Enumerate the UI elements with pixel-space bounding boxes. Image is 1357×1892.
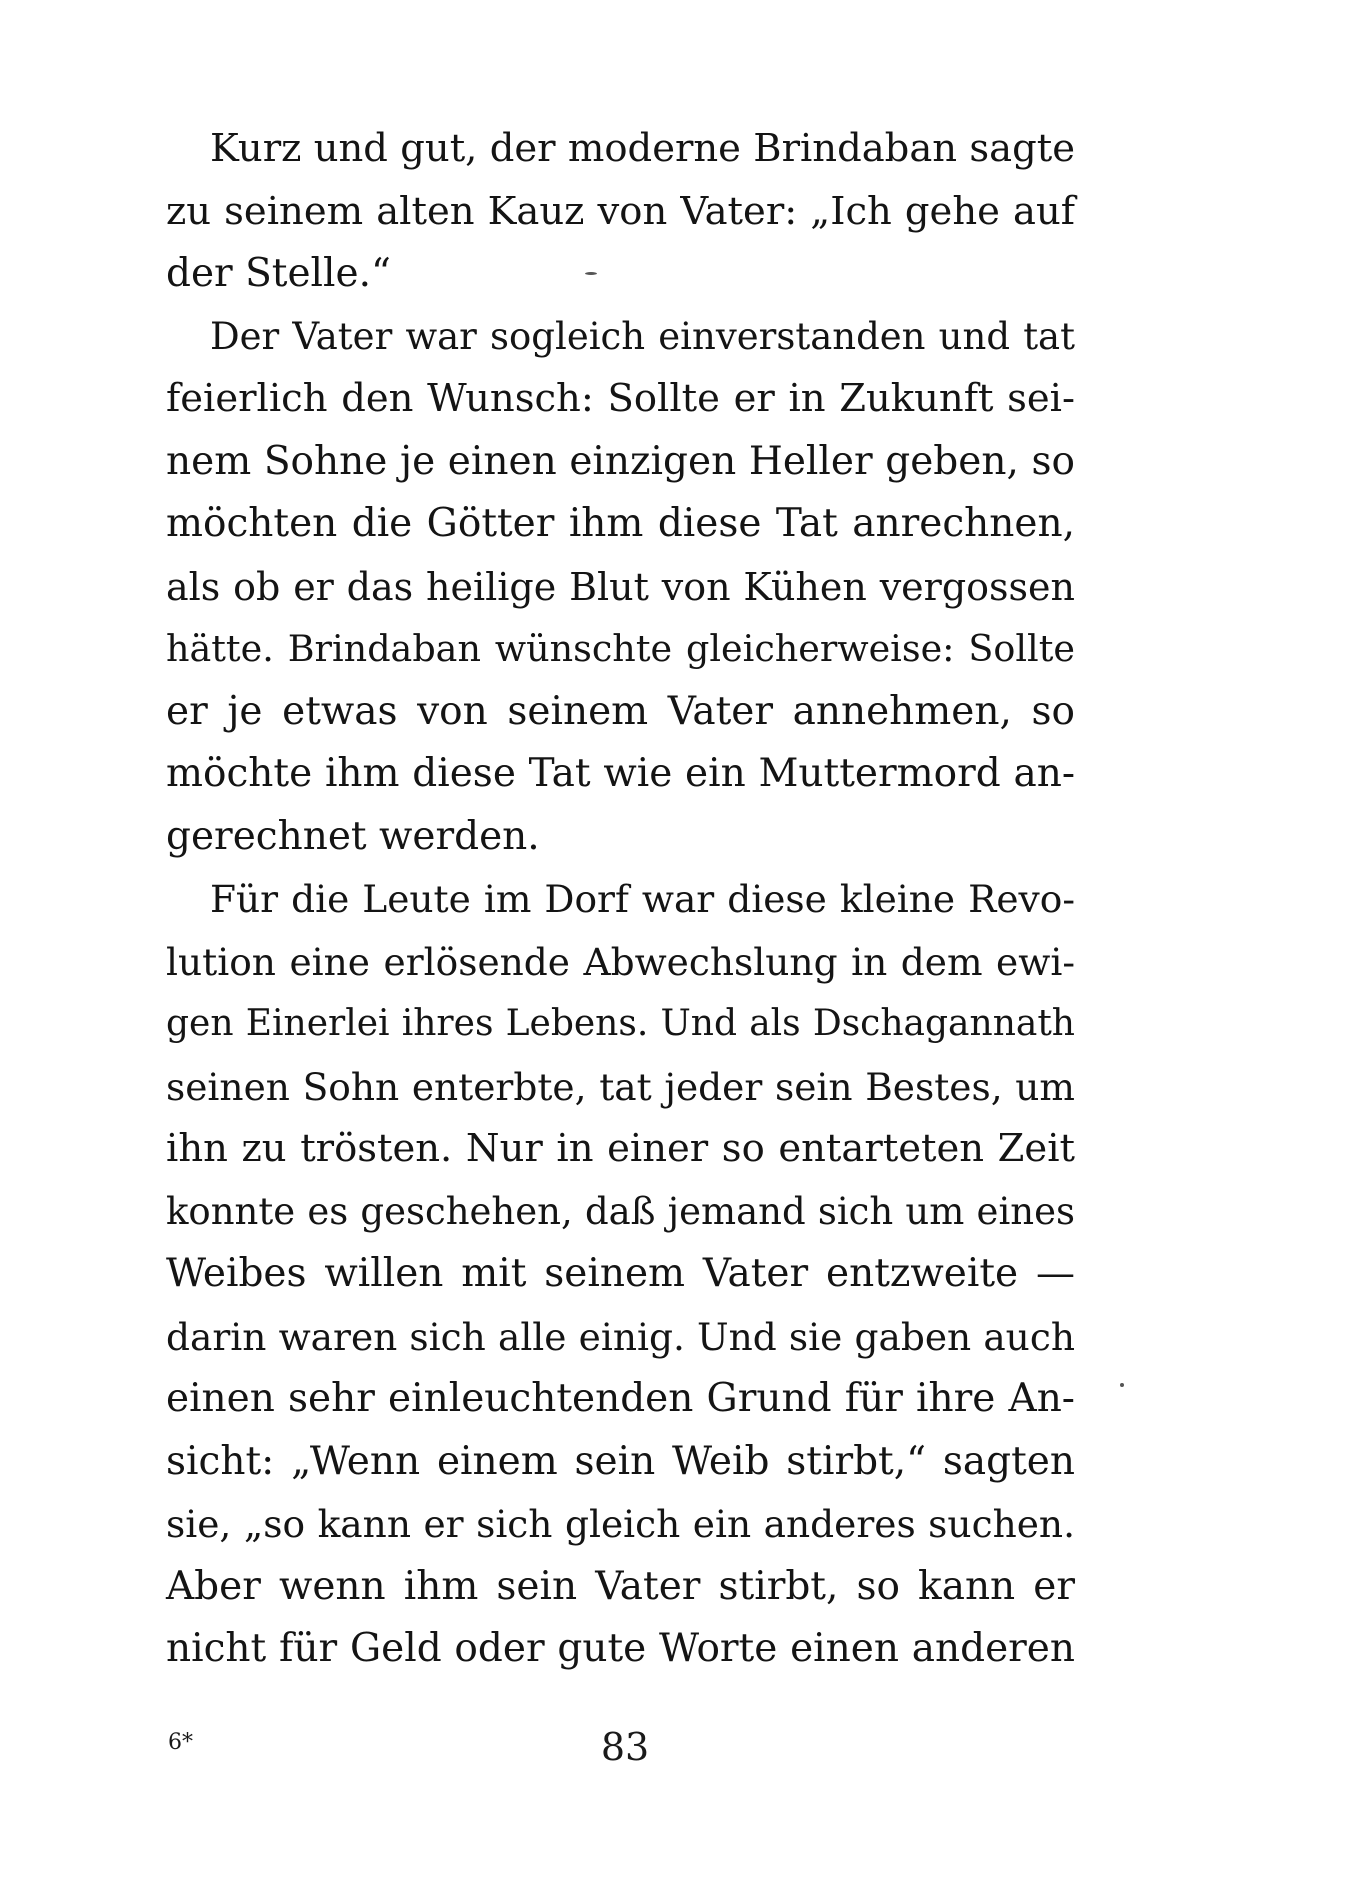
text-line: Kurz und gut, der moderne Brindaban sagte — [210, 126, 1075, 171]
text-line: zu seinem alten Kauz von Vater: „Ich gehe auf — [166, 188, 1075, 234]
text-line: Aber wenn ihm sein Vater stirbt, so kann er — [166, 1563, 1075, 1609]
text-line: er je etwas von seinem Vater annehmen, so — [166, 688, 1075, 734]
text-line: sie, „so kann er sich gleich ein anderes suchen. — [166, 1502, 1075, 1546]
text-line: darin waren sich alle einig. Und sie gaben auch — [166, 1314, 1075, 1359]
text-line: nem Sohne je einen einzigen Heller geben, so — [166, 438, 1075, 484]
body-text — [166, 118, 1075, 1681]
scan-speck — [585, 272, 597, 275]
text-line: nicht für Geld oder gute Worte einen anderen — [166, 1626, 1075, 1671]
text-line: Weibes willen mit seinem Vater entzweite — — [166, 1251, 1075, 1296]
text-line: der Stelle.“ — [166, 251, 391, 296]
scan-speck — [1120, 1383, 1124, 1387]
text-line: ihn zu trösten. Nur in einer so entarteten Zeit — [166, 1126, 1075, 1171]
text-line: sicht: „Wenn einem sein Weib stirbt,“ sagten — [166, 1438, 1075, 1484]
text-line: gen Einerlei ihres Lebens. Und als Dschagannath — [166, 1003, 1075, 1044]
text-line: hätte. Brindaban wünschte gleicherweise: Sollte — [166, 627, 1075, 670]
text-line: gerechnet werden. — [166, 813, 540, 859]
page-number: 83 — [600, 1725, 650, 1769]
text-line: seinen Sohn enterbte, tat jeder sein Bestes, um — [166, 1064, 1075, 1109]
text-line: möchte ihm diese Tat wie ein Muttermord an- — [166, 751, 1075, 796]
text-line: als ob er das heilige Blut von Kühen vergossen — [166, 564, 1075, 609]
text-line: konnte es geschehen, daß jemand sich um eines — [166, 1189, 1075, 1233]
text-line: einen sehr einleuchtenden Grund für ihre An- — [166, 1376, 1075, 1421]
text-line: möchten die Götter ihm diese Tat anrechnen, — [166, 501, 1075, 546]
text-line: lution eine erlösende Abwechslung in dem ewi- — [166, 939, 1075, 984]
text-line: feierlich den Wunsch: Sollte er in Zukunft sei- — [166, 376, 1075, 421]
text-line: Für die Leute im Dorf war diese kleine Revo- — [210, 877, 1075, 921]
text-line: Der Vater war sogleich einverstanden und tat — [210, 314, 1075, 358]
signature-mark: 6* — [168, 1730, 193, 1755]
